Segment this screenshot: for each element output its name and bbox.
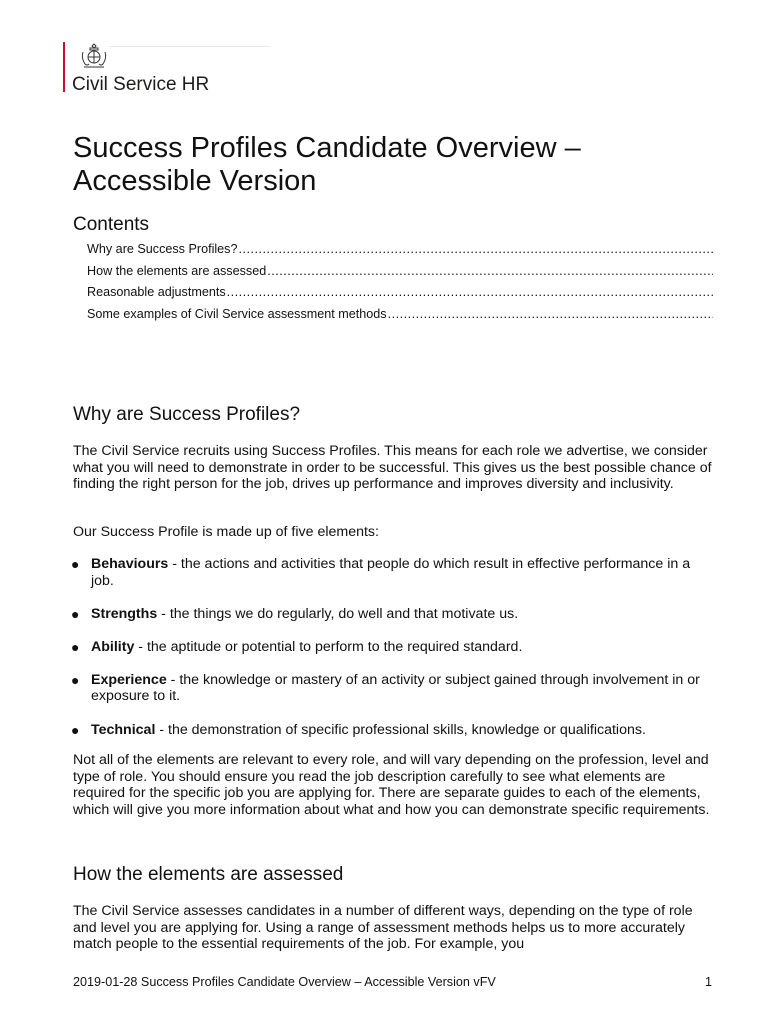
logo-name: Civil Service HR bbox=[72, 74, 210, 95]
element-term: Behaviours bbox=[91, 556, 169, 572]
logo-rule bbox=[109, 46, 269, 47]
element-term: Experience bbox=[91, 671, 167, 688]
bullet-icon: ● bbox=[71, 605, 80, 622]
logo-red-bar bbox=[63, 42, 65, 92]
bullet-icon: ● bbox=[71, 638, 80, 655]
toc-item-assessment-methods[interactable] bbox=[87, 307, 713, 329]
toc-item-label: How the elements are assessed bbox=[87, 263, 267, 278]
footer-page-number: 1 bbox=[705, 975, 713, 989]
list-item bbox=[73, 672, 713, 705]
list-item bbox=[73, 556, 713, 589]
element-description: - the knowledge or mastery of an activity or subject gained through involvement in or exposure to it. bbox=[91, 671, 700, 705]
bullet-icon: ● bbox=[71, 671, 80, 688]
element-description: - the things we do regularly, do well and that motivate us. bbox=[157, 605, 519, 622]
toc-item-label: Why are Success Profiles? bbox=[87, 242, 238, 256]
element-term: Strengths bbox=[91, 605, 158, 622]
list-item bbox=[73, 639, 713, 656]
bullet-icon: ● bbox=[71, 556, 80, 572]
section1-paragraph-2: Our Success Profile is made up of five elements: bbox=[73, 524, 379, 540]
bullet-icon: ● bbox=[71, 721, 80, 738]
element-description: - the actions and activities that people do which result in effective performance in a job. bbox=[91, 556, 691, 589]
list-item bbox=[73, 606, 713, 623]
toc-dot-leader bbox=[388, 307, 713, 321]
footer-document-name: 2019-01-28 Success Profiles Candidate Overview – Accessible Version vFV bbox=[73, 975, 496, 989]
toc-dot-leader bbox=[267, 264, 713, 278]
toc-dot-leader bbox=[227, 285, 713, 299]
element-description: - the demonstration of specific professional skills, knowledge or qualifications. bbox=[155, 721, 646, 738]
page-title: Success Profiles Candidate Overview – Accessible Version bbox=[73, 132, 581, 197]
element-term: Ability bbox=[91, 638, 135, 655]
elements-list bbox=[73, 556, 713, 755]
royal-crest-icon bbox=[79, 42, 109, 70]
toc-item-how-elements-assessed[interactable] bbox=[87, 264, 713, 286]
toc-item-label: Some examples of Civil Service assessment methods bbox=[87, 306, 387, 321]
list-item bbox=[73, 722, 713, 739]
toc-item-label: Reasonable adjustments bbox=[87, 285, 226, 299]
section1-paragraph-1: The Civil Service recruits using Success Profiles. This means for each role we advertise, we consider what you will need to demonstrate in order to be successful. This gives us the best possible chance of finding the right person for the job, drives up performance and improves diversity and inclusivity. bbox=[73, 443, 712, 493]
contents-heading: Contents bbox=[73, 214, 150, 235]
section2-paragraph-1: The Civil Service assesses candidates in a number of different ways, depending on the type of role and level you are applying for. Using a range of assessment methods helps us to more accurately match people to the essential requirements of the job. For example, you bbox=[73, 903, 693, 953]
element-description: - the aptitude or potential to perform to the required standard. bbox=[134, 638, 523, 655]
table-of-contents bbox=[87, 242, 713, 328]
toc-item-why-success-profiles[interactable] bbox=[87, 242, 713, 264]
section-heading-how-elements-assessed: How the elements are assessed bbox=[73, 864, 344, 885]
section1-paragraph-3: Not all of the elements are relevant to every role, and will vary depending on the profession, level and type of role. You should ensure you read the job description carefully to see what elements are required for the specific job you are applying for. There are separate guides to each of the elements, which will give you more information about what and how you can demonstrate specific requirements. bbox=[73, 752, 710, 818]
toc-item-reasonable-adjustments[interactable] bbox=[87, 285, 713, 307]
element-term: Technical bbox=[91, 721, 156, 738]
toc-dot-leader bbox=[238, 242, 713, 256]
section-heading-why-success-profiles: Why are Success Profiles? bbox=[73, 404, 301, 425]
